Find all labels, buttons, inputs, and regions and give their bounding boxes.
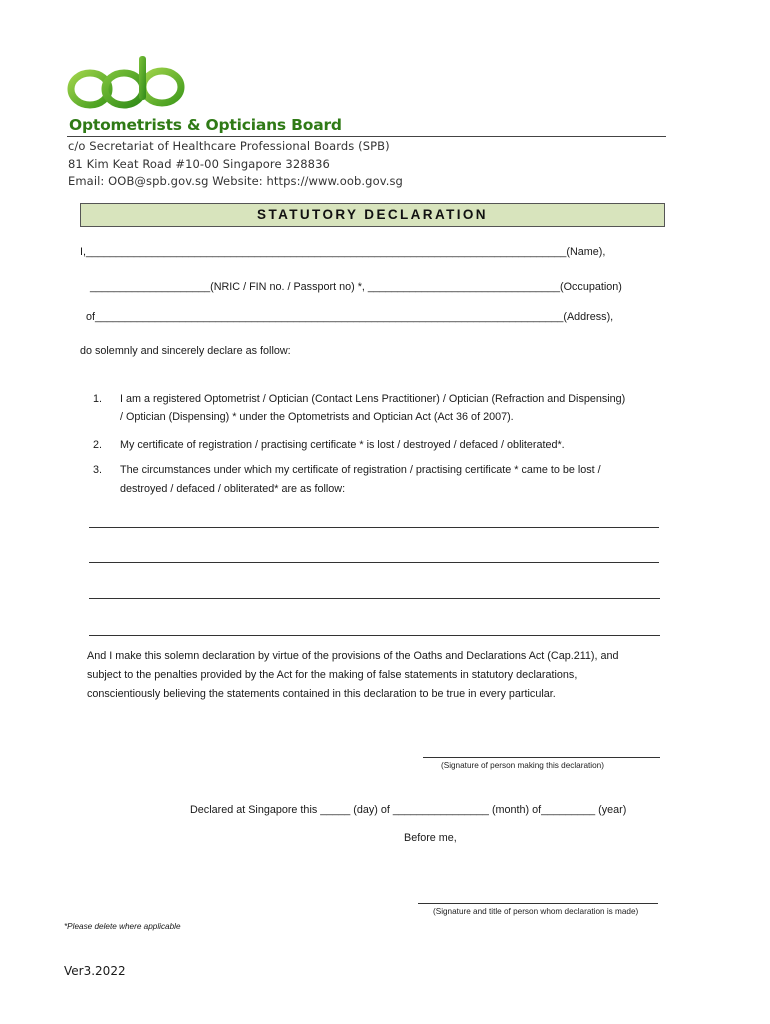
item-1-line-2: / Optician (Dispensing) * under the Optometrists and Optician Act (Act 36 of 2007). — [120, 411, 514, 423]
closing-line-3: conscientiously believing the statements contained in this declaration to be true in every particular. — [87, 688, 556, 700]
address-line-2: 81 Kim Keat Road #10-00 Singapore 328836 — [68, 157, 330, 171]
name-field-line[interactable]: I,________________________________________________________________________________(Name), — [80, 246, 606, 258]
item-2-line-1: My certificate of registration / practising certificate * is lost / destroyed / defaced / obliterated*. — [120, 439, 565, 451]
item-2-number: 2. — [93, 439, 103, 451]
item-3-line-2: destroyed / defaced / obliterated* are as follow: — [120, 483, 346, 495]
item-1-number: 1. — [93, 393, 103, 405]
item-1-line-1: I am a registered Optometrist / Optician (Contact Lens Practitioner) / Optician (Refraction and Dispensing) — [120, 393, 626, 405]
form-title: STATUTORY DECLARATION — [80, 203, 665, 227]
circumstances-answer-line[interactable] — [89, 562, 659, 563]
oob-logo — [66, 56, 188, 110]
before-me: Before me, — [404, 832, 457, 844]
board-name: Optometrists & Opticians Board — [69, 116, 342, 134]
circumstances-answer-line[interactable] — [89, 527, 659, 528]
declare-intro: do solemnly and sincerely declare as follow: — [80, 345, 291, 357]
address-line-1: c/o Secretariat of Healthcare Professional Boards (SPB) — [68, 139, 390, 153]
circumstances-answer-line[interactable] — [89, 635, 660, 636]
closing-line-1: And I make this solemn declaration by virtue of the provisions of the Oaths and Declarations Act (Cap.211), and — [87, 650, 619, 662]
declared-at-line[interactable]: Declared at Singapore this _____ (day) of ________________ (month) of_________ (year) — [190, 804, 627, 816]
footnote: *Please delete where applicable — [64, 922, 181, 931]
item-3-number: 3. — [93, 464, 103, 476]
nric-occupation-field-line[interactable]: ____________________(NRIC / FIN no. / Passport no) *, ________________________________(Occupation) — [90, 281, 622, 293]
header-divider — [67, 136, 666, 137]
item-3-line-1: The circumstances under which my certificate of registration / practising certificate * came to be lost / — [120, 464, 601, 476]
address-field-line[interactable]: of______________________________________________________________________________(Address), — [86, 311, 614, 323]
declarant-signature-line[interactable] — [423, 757, 660, 758]
version-label: Ver3.2022 — [64, 964, 126, 978]
witness-signature-caption: (Signature and title of person whom declaration is made) — [433, 907, 639, 916]
circumstances-answer-line[interactable] — [89, 598, 660, 599]
address-line-3: Email: OOB@spb.gov.sg Website: https://www.oob.gov.sg — [68, 174, 403, 188]
declarant-signature-caption: (Signature of person making this declaration) — [441, 761, 604, 770]
closing-line-2: subject to the penalties provided by the Act for the making of false statements in statutory declarations, — [87, 669, 578, 681]
witness-signature-line[interactable] — [418, 903, 658, 904]
